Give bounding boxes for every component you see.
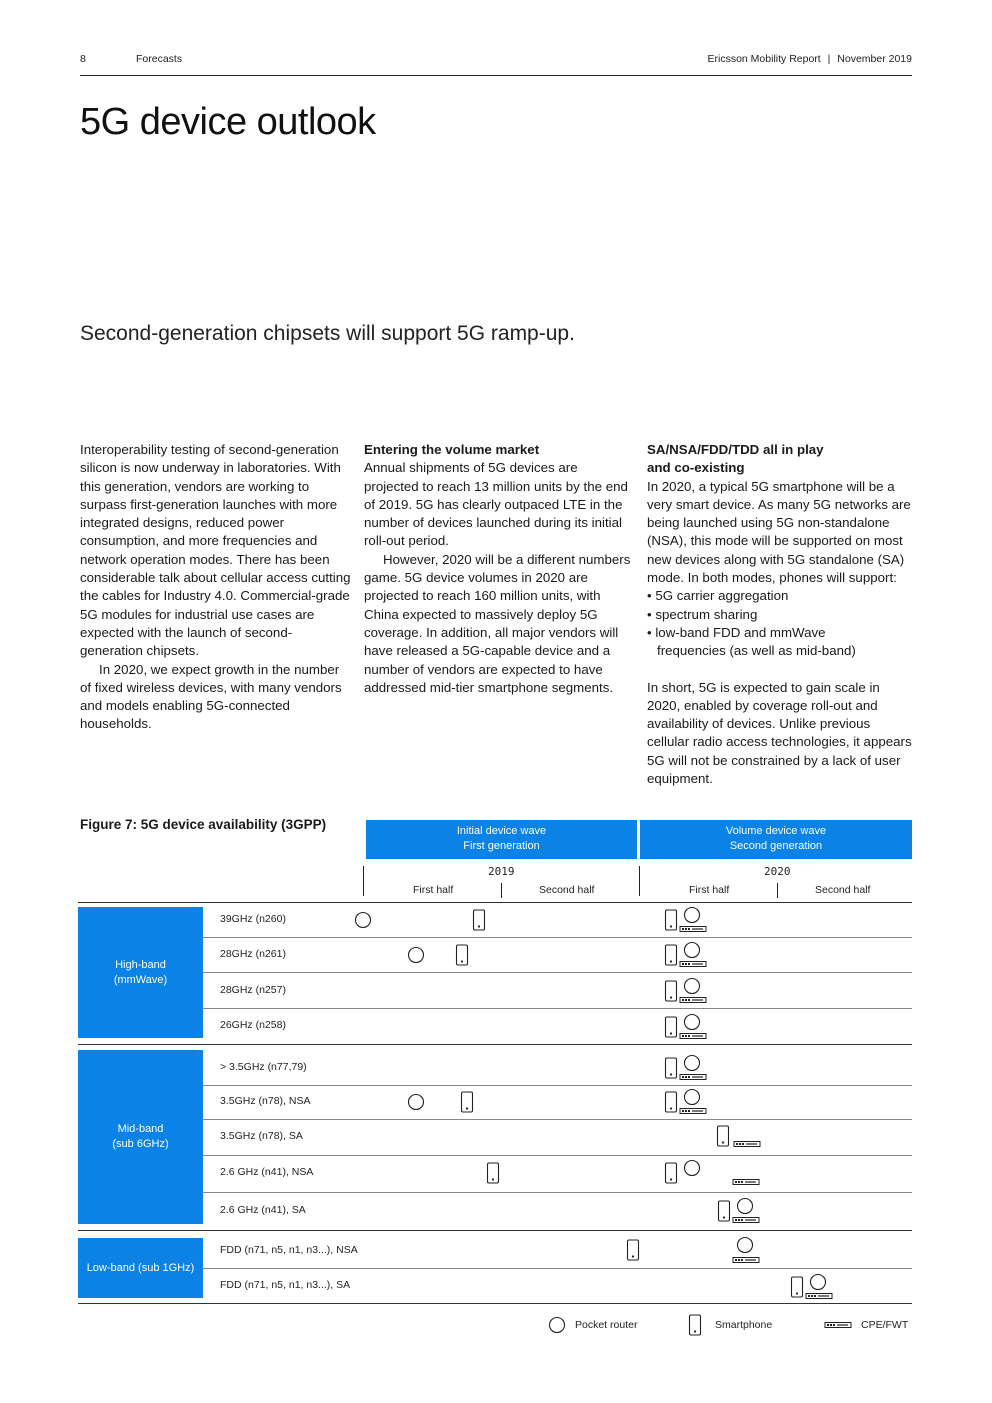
col3-paragraph-1: In 2020, a typical 5G smartphone will be a very smart device. As many 5G networks are being launched using 5G non-standalone (NSA), this mode will be supported on most new devices along with 5G standalone (SA) mode. In both modes, phones will support: [647,478,911,586]
bullet-item: • 5G carrier aggregation [647,588,789,604]
col1-paragraph-2: In 2020, we expect growth in the number of fixed wireless devices, with many vendors and models enabling 5G-connected households. [80,661,342,732]
col1-paragraph-1: Interoperability testing of second-generation silicon is now underway in laboratories. With this generation, vendors are working to surpass first-generation launches with more integrated designs, reduced power consumption, and more frequencies and network operation modes. There has been considerable talk about cellular access cutting the cables for Industry 4.0. Commercial-grade 5G modules for industrial use cases are expected with the launch of second-generation chipsets. [80,442,351,659]
cpe-icon [680,1109,706,1114]
bullet-item: • low-band FDD and mmWave frequencies (as well as mid-band) [647,624,856,659]
legend-cpe-icon [825,1323,851,1328]
band-low [78,1238,203,1298]
legend-smartphone-icon [690,1315,701,1335]
pocket-router-icon [685,1090,700,1105]
column-2 [364,441,632,697]
row-label: 3.5GHz (n78), NSA [220,1095,311,1107]
volume-wave-banner [640,820,912,859]
row-label: 3.5GHz (n78), SA [220,1130,303,1142]
col2-heading: Entering the volume market [364,442,540,457]
year-divider-middle [639,866,640,896]
section-name: Forecasts [136,53,183,65]
table-rule [203,1155,912,1156]
band-mid [78,1050,203,1224]
bullet-item: • spectrum sharing [647,606,758,622]
cpe-icon [806,1294,832,1299]
row-label: 28GHz (n257) [220,984,286,996]
header-separator: | [827,53,831,65]
publication-name: Ericsson Mobility Report [707,53,821,65]
pocket-router-icon [409,948,424,963]
row-label: 26GHz (n258) [220,1019,286,1031]
smartphone-icon [628,1240,639,1260]
pocket-router-icon [685,979,700,994]
half-divider-2019 [501,883,502,898]
cpe-icon [680,998,706,1003]
initial-wave-banner [366,820,637,859]
publication-date: November 2019 [837,53,912,65]
table-rule [203,1268,912,1269]
pocket-router-icon [738,1199,753,1214]
smartphone-icon [666,910,677,930]
row-label: 28GHz (n261) [220,948,286,960]
row-label: 2.6 GHz (n41), SA [220,1204,306,1216]
col2-paragraph-1: Annual shipments of 5G devices are projected to reach 13 million units by the end of 2019. 5G has clearly outpaced LTE in the number of devices launched during its initial roll-out period. [364,460,628,549]
column-1 [80,441,352,734]
smartphone-icon [474,910,485,930]
table-rule [203,1085,912,1086]
cpe-icon [733,1258,759,1263]
table-rule [203,972,912,973]
year-divider-left [363,866,364,896]
page-title: 5G device outlook [80,101,376,143]
half-2019-second: Second half [539,884,595,896]
cpe-icon [680,927,706,932]
lede: Second-generation chipsets will support 5G ramp-up. [80,322,575,345]
smartphone-icon [666,1163,677,1183]
table-rule [203,1008,912,1009]
wave-line-1: Initial device wave [456,825,547,837]
cpe-icon [733,1180,759,1185]
legend-pocket-router: Pocket router [575,1319,638,1331]
table-rule [203,937,912,938]
band-high [78,907,203,1038]
pocket-router-icon [685,908,700,923]
pocket-router-icon [356,913,371,928]
row-label: 2.6 GHz (n41), NSA [220,1166,314,1178]
col3-paragraph-2: In short, 5G is expected to gain scale in 2020, enabled by coverage roll-out and availability of devices. Unlike previous cellular radio access technologies, it appears 5G will not be constrained by a lack of user equipment. [647,679,912,787]
row-label: 39GHz (n260) [220,913,286,925]
band-label: Low-band (sub 1GHz) [86,1261,195,1274]
smartphone-icon [666,1017,677,1037]
smartphone-icon [719,1201,730,1221]
legend-smartphone: Smartphone [715,1319,773,1331]
band-label: High-band [115,958,166,971]
wave-line-1: Volume device wave [725,825,827,837]
year-2020: 2020 [764,865,791,878]
smartphone-icon [488,1163,499,1183]
smartphone-icon [666,945,677,965]
pocket-router-icon [685,943,700,958]
smartphone-icon [666,1058,677,1078]
pocket-router-icon [738,1238,753,1253]
header-rule [80,75,912,76]
row-label: FDD (n71, n5, n1, n3...), SA [220,1279,351,1291]
cpe-icon [680,1075,706,1080]
table-rule [203,1192,912,1193]
table-rule [203,1119,912,1120]
cpe-icon [680,1034,706,1039]
col3-bullet-list [647,587,913,660]
table-rule [78,1303,912,1304]
half-2020-second: Second half [815,884,871,896]
figure-title: Figure 7: 5G device availability (3GPP) [80,817,327,832]
wave-line-2: First generation [463,840,540,852]
year-2019: 2019 [488,865,515,878]
col2-paragraph-2: However, 2020 will be a different numbers game. 5G device volumes in 2020 are projected to reach 160 million units, with China expected to massively deploy 5G coverage. In addition, all major vendors will have released a 5G-capable device and a number of vendors are expected to have addressed mid-tier smartphone segments. [364,551,631,695]
band-label: Mid-band [117,1123,164,1135]
row-label: FDD (n71, n5, n1, n3...), NSA [220,1244,358,1256]
band-label-sub: (sub 6GHz) [112,1138,169,1150]
smartphone-icon [457,945,468,965]
table-rule [78,902,912,903]
pocket-router-icon [409,1095,424,1110]
legend-cpe: CPE/FWT [861,1319,909,1331]
table-rule [78,1044,912,1045]
band-label-sub: (mmWave) [113,973,168,986]
smartphone-icon [666,1092,677,1112]
row-label: > 3.5GHz (n77,79) [220,1061,307,1073]
smartphone-icon [718,1126,729,1146]
smartphone-icon [666,981,677,1001]
publication-info [708,53,913,65]
smartphone-icon [462,1092,473,1112]
cpe-icon [733,1218,759,1223]
smartphone-icon [792,1277,803,1297]
pocket-router-icon [685,1056,700,1071]
col3-heading: SA/NSA/FDD/TDD all in play and co-existing [647,442,824,476]
column-3 [647,441,913,788]
half-2020-first: First half [689,884,730,896]
table-rule [78,1230,912,1231]
wave-line-2: Second generation [729,840,823,852]
pocket-router-icon [811,1275,826,1290]
pocket-router-icon [685,1015,700,1030]
page-number: 8 [80,53,86,65]
legend-pocket-router-icon [550,1318,565,1333]
cpe-icon [734,1142,760,1147]
half-2019-first: First half [413,884,454,896]
pocket-router-icon [685,1161,700,1176]
cpe-icon [680,962,706,967]
half-divider-2020 [777,883,778,898]
